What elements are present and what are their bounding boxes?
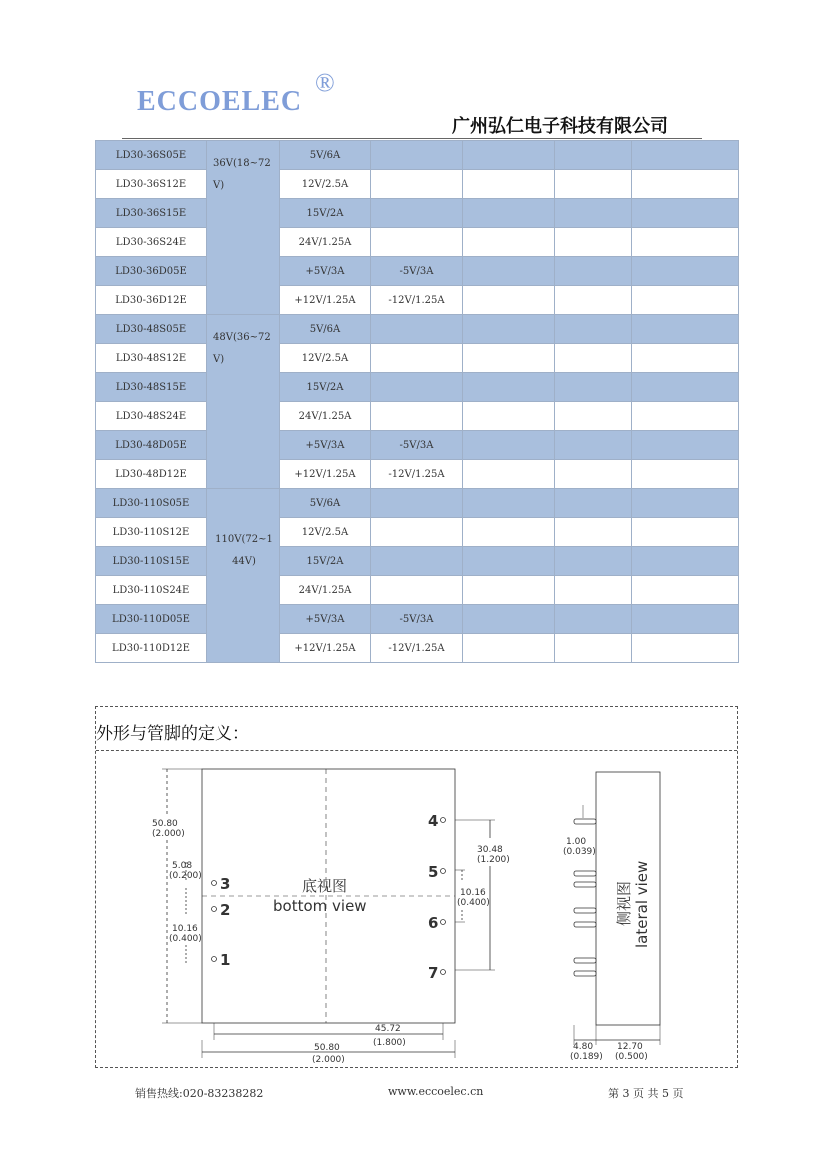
model-cell: LD30-110S12E xyxy=(96,518,207,547)
output1-cell: +12V/1.25A xyxy=(280,460,371,489)
model-cell: LD30-36S12E xyxy=(96,170,207,199)
input-voltage-cell: 36V(18~72V) xyxy=(207,141,280,315)
pin-label-3: 3 xyxy=(220,875,231,893)
dim-height-in: (2.000) xyxy=(152,829,185,839)
model-cell: LD30-36S24E xyxy=(96,228,207,257)
model-cell: LD30-48D05E xyxy=(96,431,207,460)
output1-cell: 5V/6A xyxy=(280,315,371,344)
footer-website: www.eccoelec.cn xyxy=(388,1085,484,1098)
output2-cell: -5V/3A xyxy=(371,257,463,286)
output1-cell: 24V/1.25A xyxy=(280,402,371,431)
dim-row-in: (1.800) xyxy=(373,1038,406,1048)
output1-cell: +12V/1.25A xyxy=(280,634,371,663)
dim-pin47-mm: 30.48 xyxy=(477,845,503,855)
footer-hotline: 销售热线:020-83238282 xyxy=(135,1087,264,1100)
dim-width-in: (2.000) xyxy=(312,1055,345,1065)
dim-thick-in: (0.500) xyxy=(615,1052,648,1062)
pin-label-7: 7 xyxy=(428,964,439,982)
input-voltage-cell: 110V(72~144V) xyxy=(207,489,280,663)
output2-cell: -12V/1.25A xyxy=(371,634,463,663)
dim-pin-len-mm: 4.80 xyxy=(573,1042,594,1052)
input-voltage-cell: 48V(36~72V) xyxy=(207,315,280,489)
dim-pin56-mm: 10.16 xyxy=(460,888,486,898)
model-cell: LD30-36D12E xyxy=(96,286,207,315)
output2-cell: -12V/1.25A xyxy=(371,286,463,315)
pin-label-2: 2 xyxy=(220,901,231,919)
output1-cell: 12V/2.5A xyxy=(280,518,371,547)
output1-cell: 5V/6A xyxy=(280,489,371,518)
dim-pin47-in: (1.200) xyxy=(477,855,510,865)
model-cell: LD30-48S12E xyxy=(96,344,207,373)
model-cell: LD30-48S24E xyxy=(96,402,207,431)
dim-pin3-in: (0.200) xyxy=(169,871,202,881)
model-cell: LD30-110S05E xyxy=(96,489,207,518)
output1-cell: +5V/3A xyxy=(280,431,371,460)
dim-row-mm: 45.72 xyxy=(375,1024,401,1034)
dim-pin-dia-mm: 1.00 xyxy=(566,837,587,847)
dim-pin-len-in: (0.189) xyxy=(570,1052,603,1062)
footer-page-number: 第 3 页 共 5 页 xyxy=(608,1087,684,1100)
dim-pin3-mm: 5.08 xyxy=(172,861,193,871)
model-cell: LD30-48D12E xyxy=(96,460,207,489)
model-cell: LD30-48S05E xyxy=(96,315,207,344)
output1-cell: +5V/3A xyxy=(280,257,371,286)
model-cell: LD30-110S24E xyxy=(96,576,207,605)
pin-label-5: 5 xyxy=(428,863,439,881)
output1-cell: 15V/2A xyxy=(280,547,371,576)
model-cell: LD30-48S15E xyxy=(96,373,207,402)
output1-cell: 12V/2.5A xyxy=(280,170,371,199)
output2-cell: -5V/3A xyxy=(371,431,463,460)
model-cell: LD30-36S15E xyxy=(96,199,207,228)
pin-label-4: 4 xyxy=(428,812,439,830)
company-name: 广州弘仁电子科技有限公司 xyxy=(452,116,668,137)
output1-cell: 5V/6A xyxy=(280,141,371,170)
output1-cell: 24V/1.25A xyxy=(280,576,371,605)
output1-cell: +12V/1.25A xyxy=(280,286,371,315)
dim-pin21-in: (0.400) xyxy=(169,934,202,944)
model-cell: LD30-110D12E xyxy=(96,634,207,663)
output1-cell: 15V/2A xyxy=(280,373,371,402)
bottom-view-label-cn: 底视图 xyxy=(302,877,348,895)
model-cell: LD30-110S15E xyxy=(96,547,207,576)
registered-mark: ® xyxy=(315,68,336,97)
pin-label-1: 1 xyxy=(220,951,231,969)
logo-text: ECCOELEC xyxy=(137,86,303,117)
dim-pin56-in: (0.400) xyxy=(457,898,490,908)
dim-thick-mm: 12.70 xyxy=(617,1042,643,1052)
output1-cell: +5V/3A xyxy=(280,605,371,634)
dim-pin-dia-in: (0.039) xyxy=(563,847,596,857)
dim-width-mm: 50.80 xyxy=(314,1043,340,1053)
pin-label-6: 6 xyxy=(428,914,439,932)
output1-cell: 12V/2.5A xyxy=(280,344,371,373)
output1-cell: 24V/1.25A xyxy=(280,228,371,257)
output2-cell: -5V/3A xyxy=(371,605,463,634)
output2-cell: -12V/1.25A xyxy=(371,460,463,489)
model-cell: LD30-36S05E xyxy=(96,141,207,170)
lateral-view-label-en: lateral view xyxy=(633,860,651,948)
dim-pin21-mm: 10.16 xyxy=(172,924,198,934)
model-cell: LD30-36D05E xyxy=(96,257,207,286)
model-cell: LD30-110D05E xyxy=(96,605,207,634)
pin-section-title: 外形与管脚的定义： xyxy=(96,724,249,744)
dim-height-mm: 50.80 xyxy=(152,819,178,829)
bottom-view-label-en: bottom view xyxy=(273,897,367,915)
lateral-view-label-cn: 侧视图 xyxy=(615,880,633,926)
output1-cell: 15V/2A xyxy=(280,199,371,228)
